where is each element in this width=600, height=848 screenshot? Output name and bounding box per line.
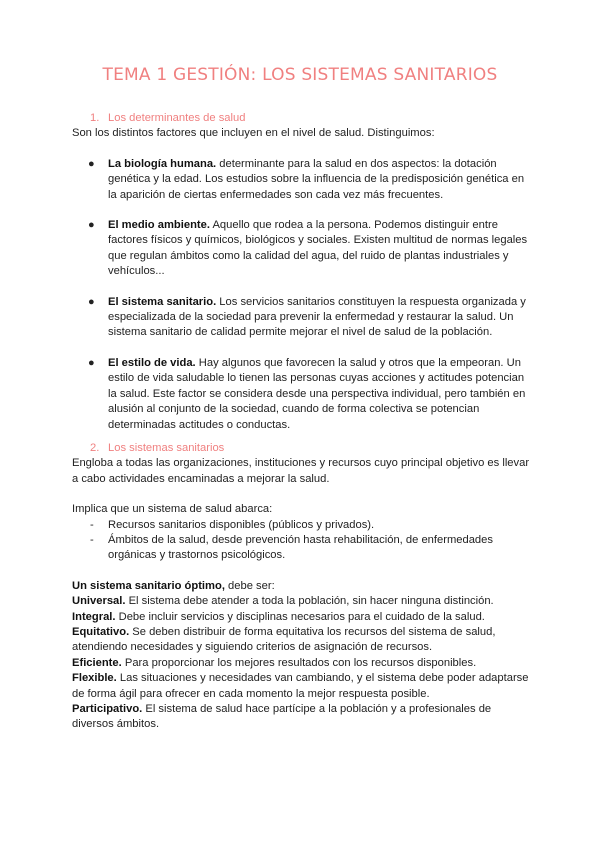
item-text: Se deben distribuir de forma equitativa los recursos del sistema de salud, atendiendo necesidades y siguiendo criterios de asignación de recursos. [72, 625, 496, 654]
section-heading-text: Los determinantes de salud [108, 112, 246, 124]
list-item [72, 218, 532, 280]
item-text: Las situaciones y necesidades van cambiando, y el sistema debe poder adaptarse de forma ágil para ofrecer en cada momento la mejor respuesta posible. [72, 672, 529, 700]
section-intro: Son los distintos factores que incluyen en el nivel de salud. Distinguimos: [72, 127, 435, 140]
item-term: Integral. [72, 610, 116, 623]
section-heading-determinantes [72, 111, 532, 126]
optimo-intro [72, 579, 532, 594]
item-text: determinante para la salud en dos aspectos: la dotación genética y la edad. Los estudios sobre la influencia de la predisposición genética en la aparición de ciertas enfermedades son cada vez más frecuentes. [108, 157, 525, 201]
item-text: Los servicios sanitarios constituyen la respuesta organizada y especializada de la sociedad para prevenir la enfermedad y restaurar la salud. Un sistema sanitario de calidad permite mejorar el nivel de salud de la población. [108, 295, 526, 339]
section-number: 2. [90, 441, 100, 454]
item-term: Universal. [72, 595, 126, 608]
item-term: El estilo de vida. [108, 356, 196, 369]
quality-eficiente [72, 656, 532, 671]
bullet-icon: ● [88, 157, 95, 170]
list-item [72, 356, 532, 433]
bullet-icon: ● [88, 356, 95, 369]
section-heading-text: Los sistemas sanitarios [108, 441, 225, 454]
item-term: Un sistema sanitario óptimo, [72, 579, 225, 592]
item-text: Aquello que rodea a la persona. Podemos distinguir entre factores físicos y químicos, biológicos y sociales. Existen multitud de normas legales que regulan ámbitos como la calidad del agua, del ruido de plantas industriales y vehículos... [108, 219, 528, 278]
item-text: debe ser: [224, 579, 275, 592]
item-term: La biología humana. [108, 157, 217, 170]
determinants-list [72, 157, 532, 433]
item-term: Eficiente. [72, 656, 122, 669]
dash-icon: - [90, 533, 94, 546]
list-item [72, 157, 532, 203]
quality-flexible [72, 671, 532, 702]
list-item [72, 518, 532, 533]
list-item [72, 295, 532, 341]
quality-equitativo [72, 625, 532, 656]
item-term: Participativo. [72, 703, 143, 715]
quality-integral [72, 610, 532, 625]
item-term: Flexible. [72, 672, 117, 685]
document-body [72, 111, 532, 733]
section-number: 1. [90, 112, 100, 124]
quality-universal [72, 594, 532, 609]
item-text: El sistema de salud hace partícipe a la población y a profesionales de diversos ámbitos. [72, 703, 492, 731]
bullet-icon: ● [88, 219, 95, 232]
implica-text: Implica que un sistema de salud abarca: [72, 503, 273, 516]
page-title: TEMA 1 GESTIÓN: LOS SISTEMAS SANITARIOS [102, 65, 498, 85]
item-term: Equitativo. [72, 625, 130, 638]
quality-participativo [72, 702, 532, 733]
scope-list [72, 518, 532, 564]
section-heading-sistemas [72, 441, 532, 456]
item-text: Para proporcionar los mejores resultados con los recursos disponibles. [121, 656, 477, 669]
section-intro: Engloba a todas las organizaciones, instituciones y recursos cuyo principal objetivo es llevar a cabo actividades encaminadas a mejorar la salud. [72, 457, 530, 485]
bullet-icon: ● [88, 295, 95, 308]
item-text: Debe incluir servicios y disciplinas necesarios para el cuidado de la salud. [115, 610, 485, 623]
item-term: El medio ambiente. [108, 219, 210, 232]
item-term: El sistema sanitario. [108, 295, 217, 308]
list-item [72, 533, 532, 564]
item-text: Ámbitos de la salud, desde prevención hasta rehabilitación, de enfermedades orgánicas y trastornos psicológicos. [108, 533, 493, 562]
item-text: Recursos sanitarios disponibles (públicos y privados). [108, 518, 375, 531]
item-text: Hay algunos que favorecen la salud y otros que la empeoran. Un estilo de vida saludable lo tienen las personas cuyas acciones y actitudes potencian la salud. Este factor se considera desde una perspectiva individual, pero también en alusión al conjunto de la sociedad, cuando de forma colectiva se potencian determinadas actitudes o conductas. [108, 356, 526, 431]
dash-icon: - [90, 518, 94, 531]
item-text: El sistema debe atender a toda la población, sin hacer ninguna distinción. [125, 595, 494, 608]
